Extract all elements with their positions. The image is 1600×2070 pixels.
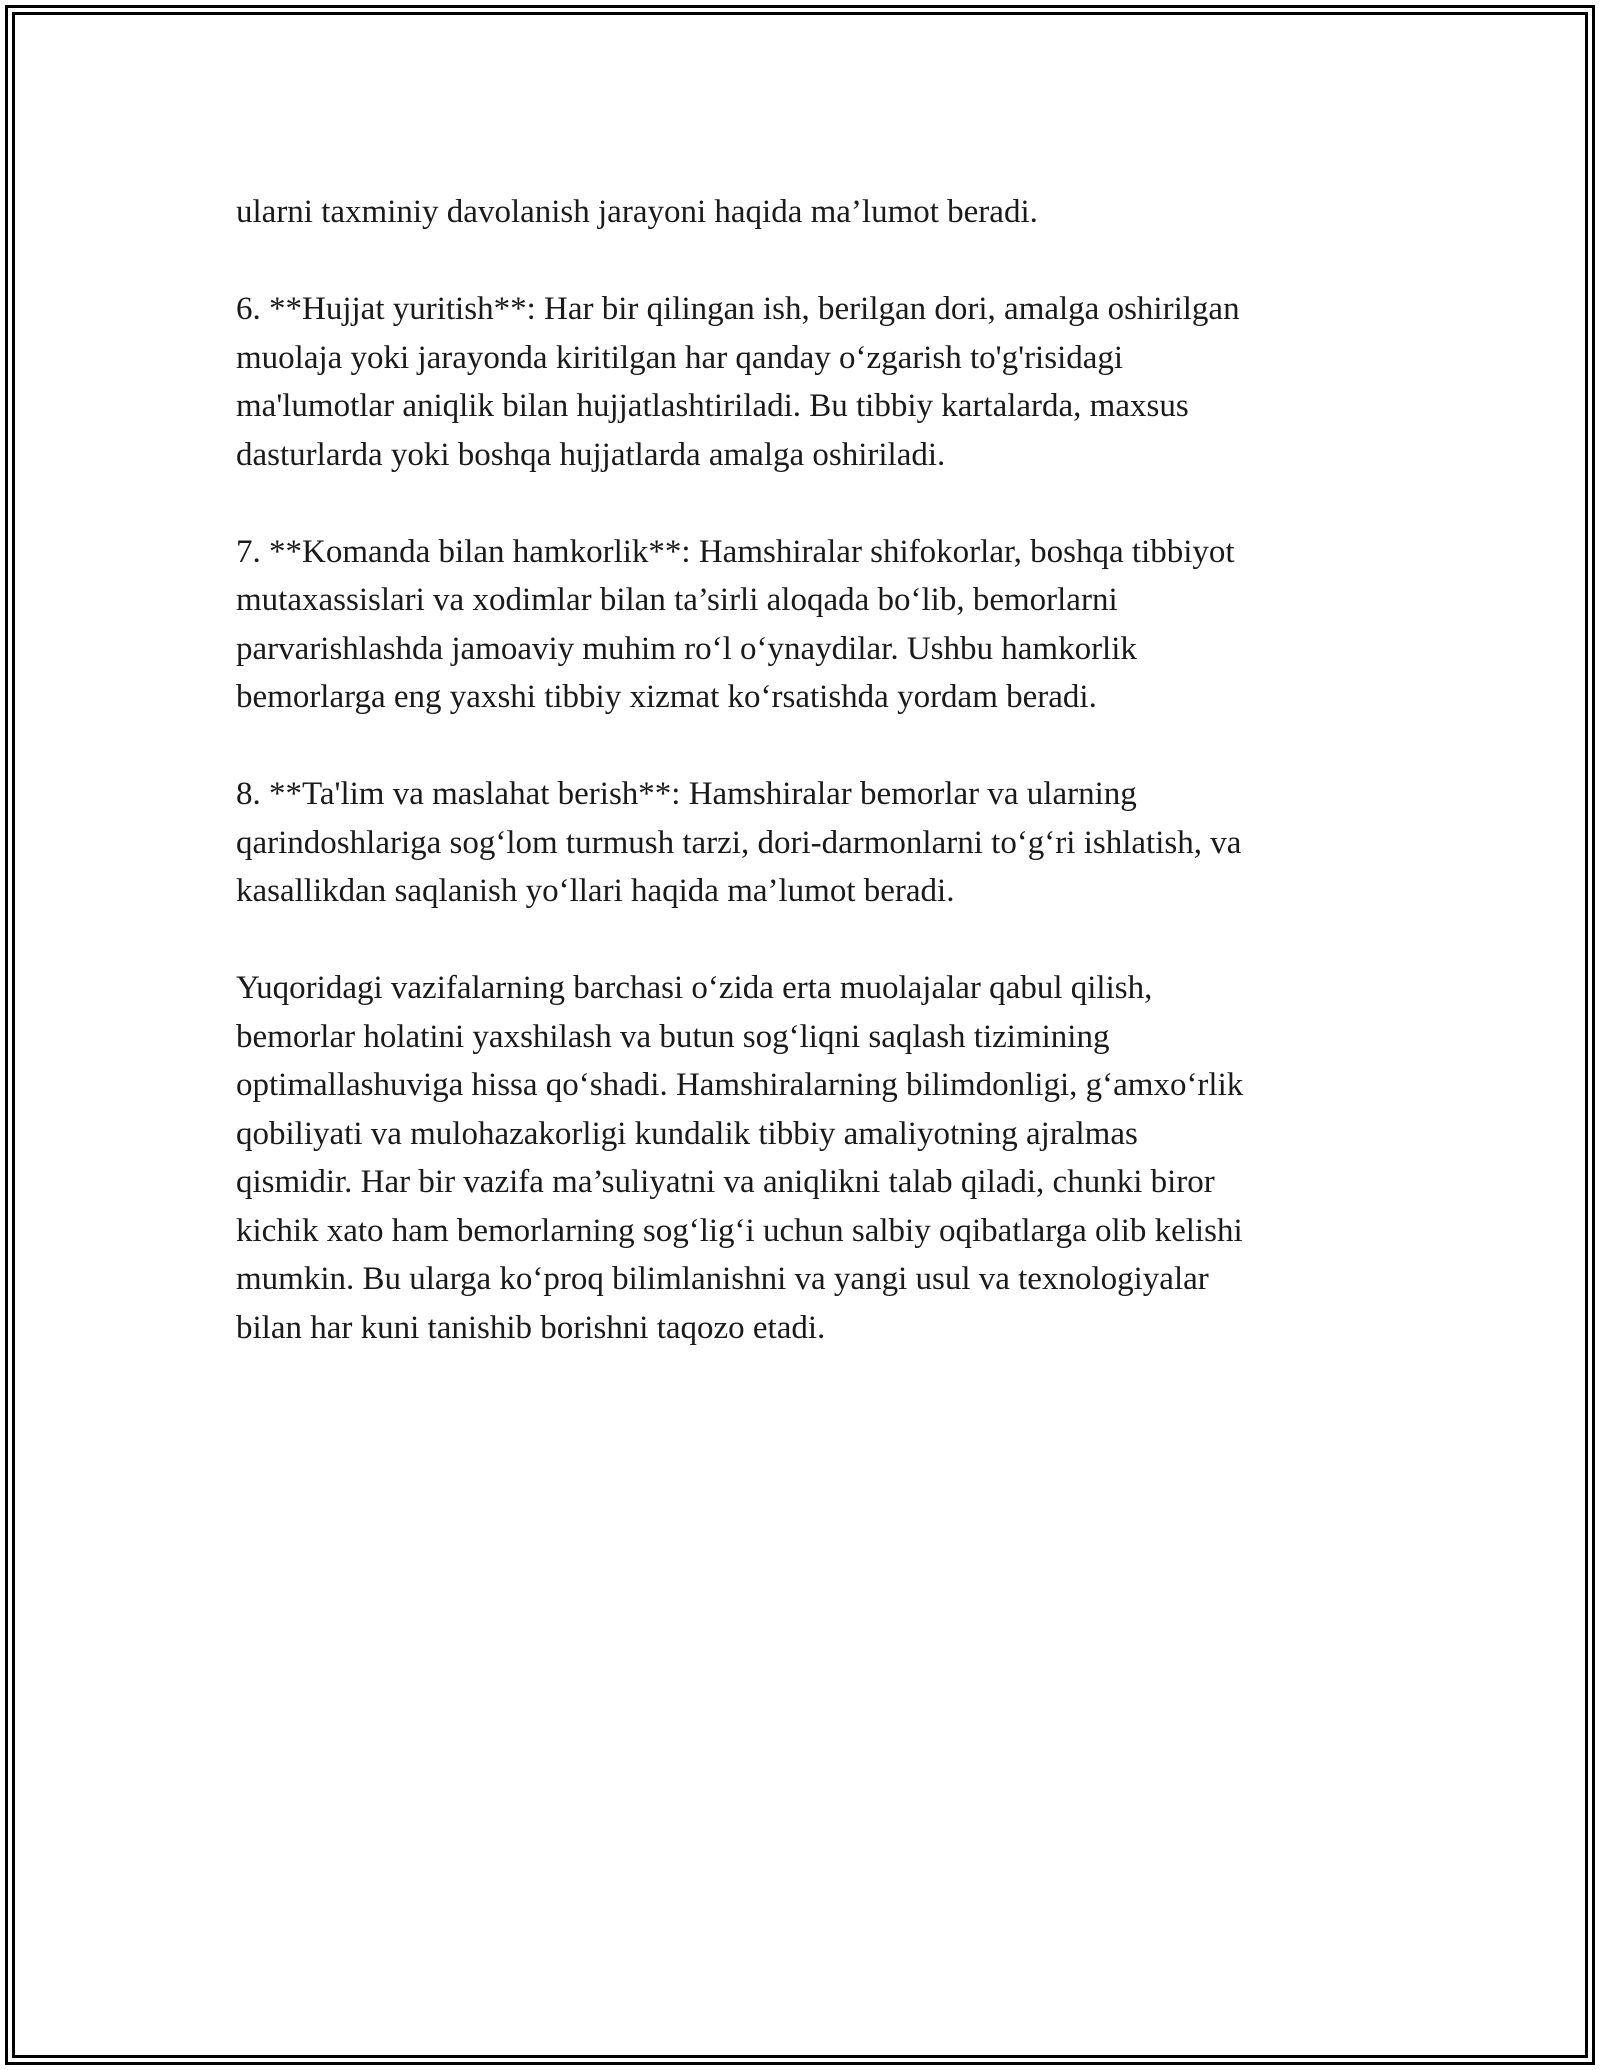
paragraph-item-7	[236, 528, 1376, 722]
text-line: Yuqoridagi vazifalarning barchasi o‘zida erta muolajalar qabul qilish,	[236, 970, 1153, 1006]
text-line: muolaja yoki jarayonda kiritilgan har qanday o‘zgarish to'g'risidagi	[236, 339, 1124, 376]
text-line: kichik xato ham bemorlarning sog‘lig‘i uchun salbiy oqibatlarga olib kelishi	[236, 1212, 1243, 1249]
text-line: dasturlarda yoki boshqa hujjatlarda amalga oshiriladi.	[236, 436, 946, 473]
paragraph-item-6	[236, 285, 1376, 479]
text-line: mutaxassislari va xodimlar bilan ta’sirli aloqada bo‘lib, bemorlarni	[236, 582, 1118, 618]
paragraph-conclusion	[236, 964, 1376, 1352]
text-line: bemorlar holatini yaxshilash va butun sog‘liqni saqlash tizimining	[236, 1018, 1110, 1055]
text-line: mumkin. Bu ularga ko‘proq bilimlanishni va yangi usul va texnologiyalar	[236, 1261, 1209, 1297]
text-line: 7. **Komanda bilan hamkorlik**: Hamshiralar shifokorlar, boshqa tibbiyot	[236, 533, 1235, 570]
text-line: qobiliyati va mulohazakorligi kundalik tibbiy amaliyotning ajralmas	[236, 1115, 1138, 1152]
text-line: 8. **Ta'lim va maslahat berish**: Hamshiralar bemorlar va ularning	[236, 776, 1137, 812]
document-body	[236, 188, 1376, 1401]
text-line: ularni taxminiy davolanish jarayoni haqida ma’lumot beradi.	[236, 194, 1038, 230]
text-line: bilan har kuni tanishib borishni taqozo etadi.	[236, 1309, 826, 1346]
text-line: bemorlarga eng yaxshi tibbiy xizmat ko‘rsatishda yordam beradi.	[236, 679, 1097, 715]
text-line: parvarishlashda jamoaviy muhim ro‘l o‘ynaydilar. Ushbu hamkorlik	[236, 630, 1137, 667]
paragraph-continuation	[236, 188, 1376, 237]
paragraph-item-8	[236, 770, 1376, 916]
text-line: optimallashuviga hissa qo‘shadi. Hamshiralarning bilimdonligi, g‘amxo‘rlik	[236, 1067, 1244, 1103]
text-line: 6. **Hujjat yuritish**: Har bir qilingan ish, berilgan dori, amalga oshirilgan	[236, 291, 1240, 327]
text-line: ma'lumotlar aniqlik bilan hujjatlashtiriladi. Bu tibbiy kartalarda, maxsus	[236, 388, 1189, 424]
text-line: qarindoshlariga sog‘lom turmush tarzi, dori-darmonlarni to‘g‘ri ishlatish, va	[236, 824, 1242, 861]
text-line: kasallikdan saqlanish yo‘llari haqida ma’lumot beradi.	[236, 873, 955, 909]
text-line: qismidir. Har bir vazifa ma’suliyatni va aniqlikni talab qiladi, chunki biror	[236, 1164, 1215, 1200]
